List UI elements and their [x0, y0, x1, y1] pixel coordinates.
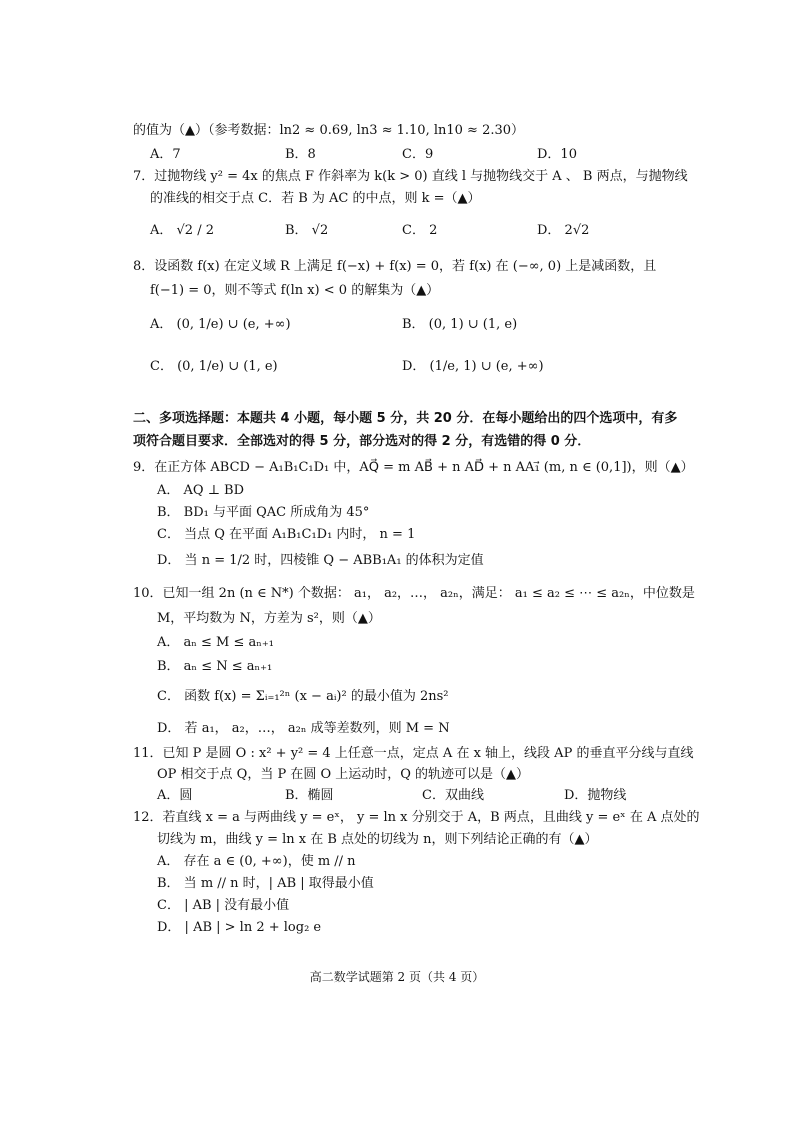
q6-option-b: B．8: [285, 147, 316, 162]
q8-stem-line1: 8．设函数 f(x) 在定义域 R 上满足 f(−x) + f(x) = 0，若 f(x) 在 (−∞, 0) 上是减函数，且: [133, 259, 657, 274]
q9-stem: 9．在正方体 ABCD − A₁B₁C₁D₁ 中，AQ⃗ = m AB⃗ + n AD⃗ + n AA₁⃗ (m, n ∈ (0,1])，则（▲）: [133, 460, 694, 475]
q11-stem-line2: OP 相交于点 Q，当 P 在圆 O 上运动时，Q 的轨迹可以是（▲）: [157, 767, 530, 782]
q11-option-a: A．圆: [157, 788, 193, 803]
q6-stem-tail: 的值为（▲）（参考数据：ln2 ≈ 0.69, ln3 ≈ 1.10, ln10 ≈ 2.30）: [133, 123, 525, 138]
q11-option-d: D．抛物线: [564, 788, 627, 803]
q9-option-c: C． 当点 Q 在平面 A₁B₁C₁D₁ 内时， n = 1: [157, 527, 416, 542]
q11-option-c: C．双曲线: [422, 788, 484, 803]
q7-option-c: C． 2: [402, 223, 438, 238]
q12-option-b: B． 当 m // n 时，| AB | 取得最小值: [157, 876, 374, 891]
q7-stem-line2: 的准线的相交于点 C．若 B 为 AC 的中点，则 k =（▲）: [150, 191, 481, 206]
q7-option-a: A． √2 / 2: [150, 223, 214, 238]
section2-heading-line2: 项符合题目要求．全部选对的得 5 分，部分选对的得 2 分，有选错的得 0 分．: [133, 434, 591, 449]
q10-option-c: C． 函数 f(x) = Σᵢ₌₁²ⁿ (x − aᵢ)² 的最小值为 2ns²: [157, 689, 449, 704]
q8-option-b: B． (0, 1) ∪ (1, e): [402, 317, 518, 332]
q9-option-b: B． BD₁ 与平面 QAC 所成角为 45°: [157, 505, 370, 520]
q9-option-a: A． AQ ⊥ BD: [157, 483, 245, 498]
q10-stem-line1: 10．已知一组 2n (n ∈ N*) 个数据： a₁， a₂，…， a₂ₙ，满足： a₁ ≤ a₂ ≤ ⋯ ≤ a₂ₙ，中位数是: [133, 586, 695, 601]
section2-heading-line1: 二、多项选择题：本题共 4 小题，每小题 5 分，共 20 分．在每小题给出的四个选项中，有多: [133, 411, 678, 426]
q6-option-c: C．9: [402, 147, 434, 162]
q12-option-c: C． | AB | 没有最小值: [157, 898, 290, 913]
q6-option-a: A．7: [150, 147, 181, 162]
q10-stem-line2: M，平均数为 N，方差为 s²，则（▲）: [157, 611, 381, 626]
q12-stem-line2: 切线为 m，曲线 y = ln x 在 B 点处的切线为 n，则下列结论正确的有（▲）: [157, 832, 598, 847]
q8-option-c: C． (0, 1/e) ∪ (1, e): [150, 359, 278, 374]
q9-option-d: D． 当 n = 1/2 时，四棱锥 Q − ABB₁A₁ 的体积为定值: [157, 553, 484, 568]
q7-stem-line1: 7．过抛物线 y² = 4x 的焦点 F 作斜率为 k(k > 0) 直线 l 与抛物线交于 A 、 B 两点，与抛物线: [133, 169, 688, 184]
q7-option-d: D． 2√2: [537, 223, 590, 238]
q12-option-d: D． | AB | > ln 2 + log₂ e: [157, 920, 322, 935]
q10-option-b: B． aₙ ≤ N ≤ aₙ₊₁: [157, 659, 273, 674]
q10-option-a: A． aₙ ≤ M ≤ aₙ₊₁: [157, 635, 274, 650]
q6-option-d: D．10: [537, 147, 577, 162]
q7-option-b: B． √2: [285, 223, 329, 238]
q8-option-a: A． (0, 1/e) ∪ (e, +∞): [150, 317, 291, 332]
q11-stem-line1: 11．已知 P 是圆 O : x² + y² = 4 上任意一点，定点 A 在 x 轴上，线段 AP 的垂直平分线与直线: [133, 746, 694, 761]
q8-option-d: D． (1/e, 1) ∪ (e, +∞): [402, 359, 544, 374]
q10-option-d: D． 若 a₁， a₂，…， a₂ₙ 成等差数列，则 M = N: [157, 721, 450, 736]
q12-stem-line1: 12．若直线 x = a 与两曲线 y = eˣ， y = ln x 分别交于 A，B 两点，且曲线 y = eˣ 在 A 点处的: [133, 810, 700, 825]
q12-option-a: A． 存在 a ∈ (0, +∞)，使 m // n: [157, 854, 356, 869]
q11-option-b: B．椭圆: [285, 788, 334, 803]
page-footer: 高二数学试题第 2 页（共 4 页）: [309, 970, 485, 984]
q8-stem-line2: f(−1) = 0，则不等式 f(ln x) < 0 的解集为（▲）: [150, 283, 440, 298]
